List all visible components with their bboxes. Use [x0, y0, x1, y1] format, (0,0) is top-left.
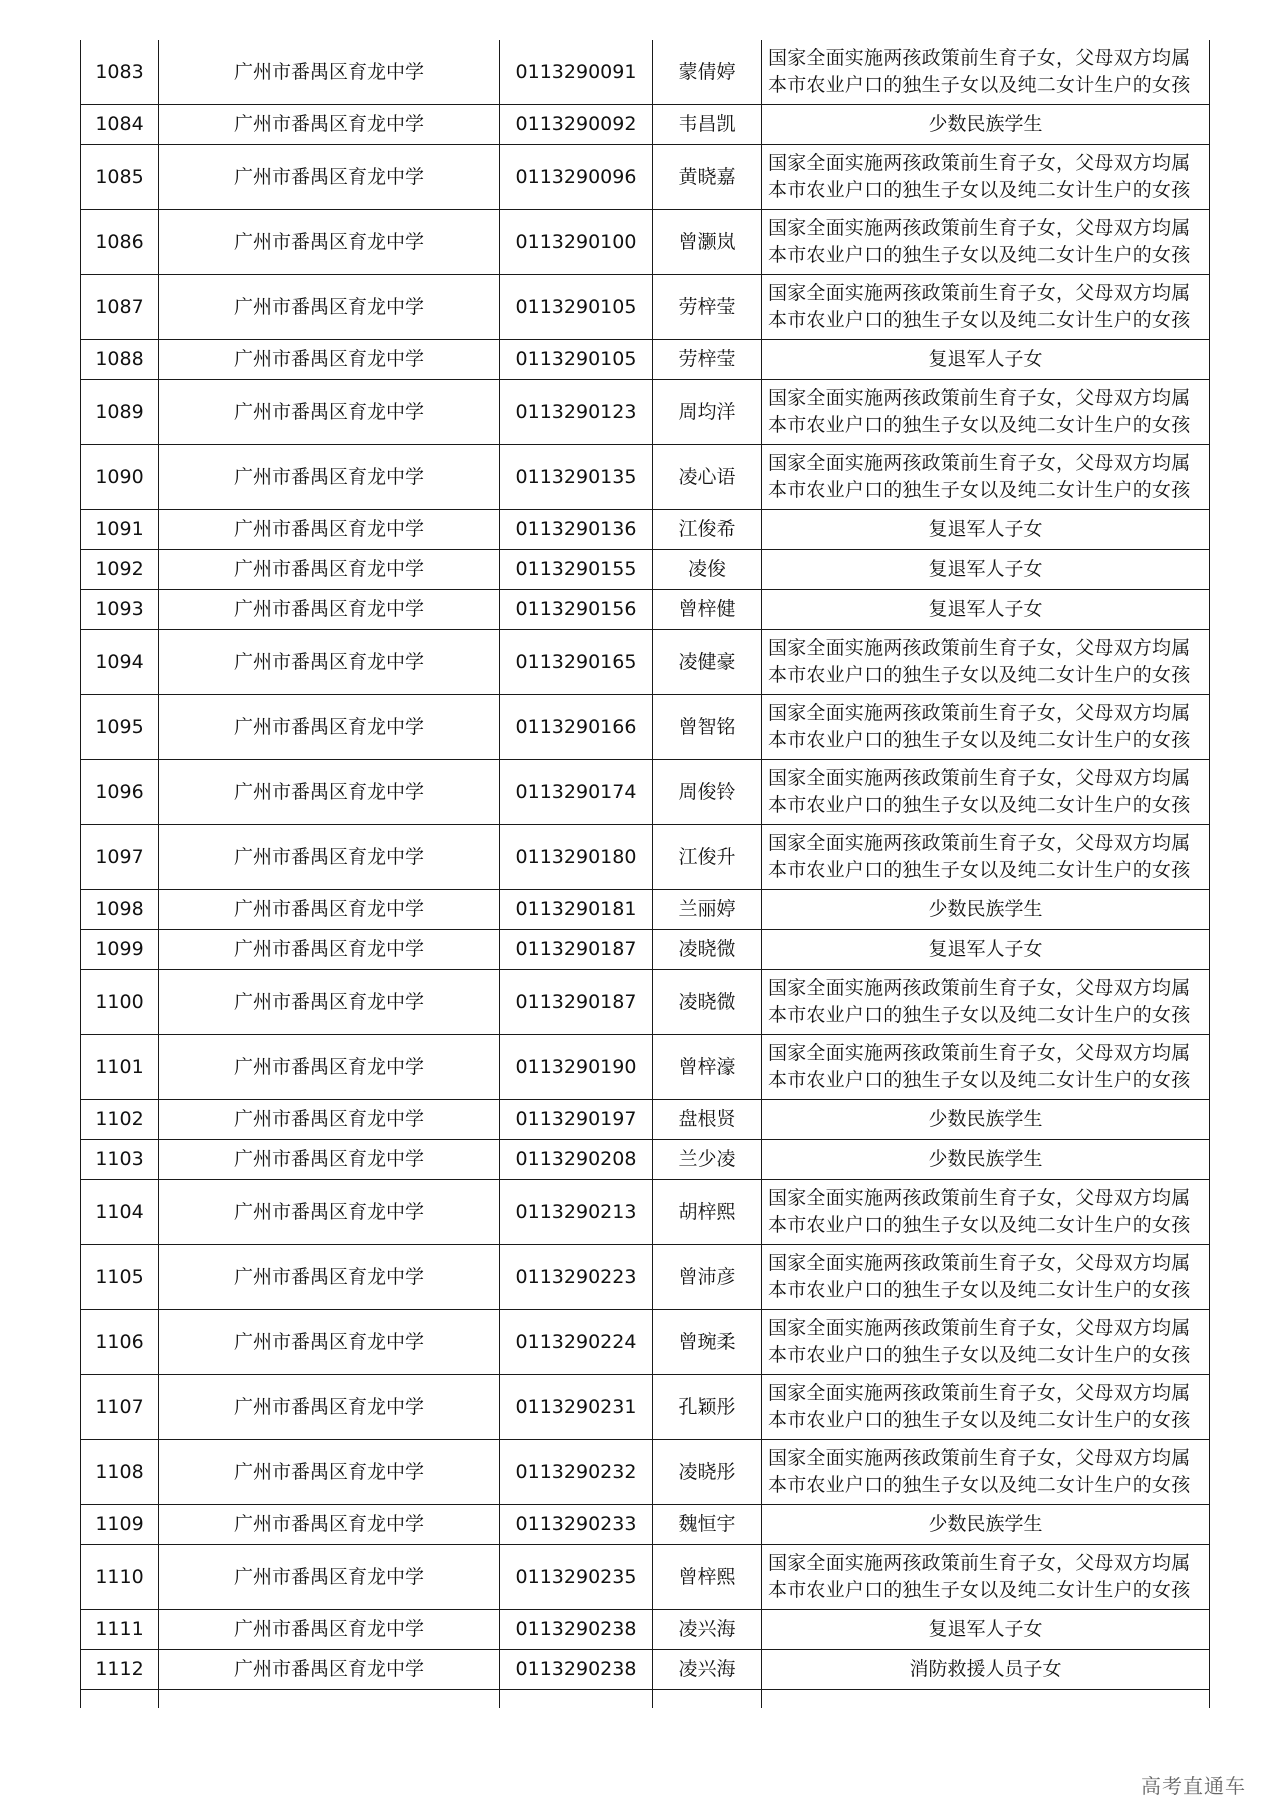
empty-cell	[159, 1690, 500, 1709]
row-category-line: 国家全面实施两孩政策前生育子女，父母双方均属	[768, 1317, 1191, 1339]
row-number: 1099	[81, 930, 159, 970]
row-category	[762, 970, 1210, 1035]
row-name: 曾灏岚	[653, 210, 762, 275]
row-category	[762, 1545, 1210, 1610]
row-number: 1102	[81, 1100, 159, 1140]
row-category-line: 本市农业户口的独生子女以及纯二女计生户的女孩	[768, 729, 1191, 751]
row-school: 广州市番禺区育龙中学	[159, 1140, 500, 1180]
table-row	[81, 890, 1210, 930]
row-category-line: 国家全面实施两孩政策前生育子女，父母双方均属	[768, 47, 1191, 69]
row-student-id: 0113290232	[500, 1440, 653, 1505]
row-category-line: 国家全面实施两孩政策前生育子女，父母双方均属	[768, 217, 1191, 239]
row-category-line: 复退军人子女	[928, 1618, 1043, 1640]
table-row	[81, 340, 1210, 380]
empty-cell	[762, 1690, 1210, 1709]
row-school: 广州市番禺区育龙中学	[159, 695, 500, 760]
row-number: 1094	[81, 630, 159, 695]
row-category-line: 国家全面实施两孩政策前生育子女，父母双方均属	[768, 1552, 1191, 1574]
row-number: 1101	[81, 1035, 159, 1100]
row-name: 曾沛彦	[653, 1245, 762, 1310]
table-row	[81, 550, 1210, 590]
table-row	[81, 1100, 1210, 1140]
row-number: 1087	[81, 275, 159, 340]
row-category	[762, 550, 1210, 590]
row-category-line: 国家全面实施两孩政策前生育子女，父母双方均属	[768, 1447, 1191, 1469]
table-row	[81, 1650, 1210, 1690]
row-category	[762, 1245, 1210, 1310]
row-category	[762, 1180, 1210, 1245]
row-category	[762, 1610, 1210, 1650]
row-category-line: 少数民族学生	[928, 1108, 1043, 1130]
row-student-id: 0113290187	[500, 930, 653, 970]
row-school: 广州市番禺区育龙中学	[159, 1545, 500, 1610]
table-row	[81, 380, 1210, 445]
row-name: 蒙倩婷	[653, 40, 762, 105]
row-category-line: 少数民族学生	[928, 898, 1043, 920]
row-school: 广州市番禺区育龙中学	[159, 1180, 500, 1245]
row-name: 凌晓彤	[653, 1440, 762, 1505]
row-category-line: 本市农业户口的独生子女以及纯二女计生户的女孩	[768, 74, 1191, 96]
row-student-id: 0113290155	[500, 550, 653, 590]
row-category-line: 国家全面实施两孩政策前生育子女，父母双方均属	[768, 977, 1191, 999]
row-school: 广州市番禺区育龙中学	[159, 1310, 500, 1375]
table-row	[81, 1375, 1210, 1440]
table-container	[80, 40, 1210, 1708]
row-school: 广州市番禺区育龙中学	[159, 630, 500, 695]
row-student-id: 0113290208	[500, 1140, 653, 1180]
row-name: 黄晓嘉	[653, 145, 762, 210]
table-row	[81, 695, 1210, 760]
row-number: 1091	[81, 510, 159, 550]
empty-cell	[500, 1690, 653, 1709]
row-school: 广州市番禺区育龙中学	[159, 1650, 500, 1690]
row-school: 广州市番禺区育龙中学	[159, 510, 500, 550]
row-school: 广州市番禺区育龙中学	[159, 890, 500, 930]
row-category-line: 复退军人子女	[928, 558, 1043, 580]
row-name: 凌健豪	[653, 630, 762, 695]
empty-cell	[653, 1690, 762, 1709]
table-row	[81, 510, 1210, 550]
table-row	[81, 1245, 1210, 1310]
row-name: 魏恒宇	[653, 1505, 762, 1545]
row-school: 广州市番禺区育龙中学	[159, 210, 500, 275]
row-category	[762, 890, 1210, 930]
row-name: 曾梓濠	[653, 1035, 762, 1100]
table-row	[81, 1610, 1210, 1650]
row-number: 1108	[81, 1440, 159, 1505]
row-school: 广州市番禺区育龙中学	[159, 1035, 500, 1100]
row-number: 1096	[81, 760, 159, 825]
row-number: 1111	[81, 1610, 159, 1650]
row-category-line: 本市农业户口的独生子女以及纯二女计生户的女孩	[768, 1409, 1191, 1431]
row-category-line: 国家全面实施两孩政策前生育子女，父母双方均属	[768, 1042, 1191, 1064]
row-number: 1107	[81, 1375, 159, 1440]
row-number: 1106	[81, 1310, 159, 1375]
row-category-line: 国家全面实施两孩政策前生育子女，父母双方均属	[768, 1382, 1191, 1404]
row-student-id: 0113290223	[500, 1245, 653, 1310]
student-table	[80, 40, 1210, 1708]
table-row	[81, 210, 1210, 275]
row-student-id: 0113290092	[500, 105, 653, 145]
row-name: 劳梓莹	[653, 275, 762, 340]
row-number: 1097	[81, 825, 159, 890]
row-student-id: 0113290174	[500, 760, 653, 825]
table-row	[81, 1140, 1210, 1180]
row-student-id: 0113290238	[500, 1610, 653, 1650]
row-school: 广州市番禺区育龙中学	[159, 40, 500, 105]
row-student-id: 0113290165	[500, 630, 653, 695]
row-student-id: 0113290224	[500, 1310, 653, 1375]
row-name: 周俊铃	[653, 760, 762, 825]
row-number: 1103	[81, 1140, 159, 1180]
table-row	[81, 1180, 1210, 1245]
row-number: 1089	[81, 380, 159, 445]
row-category-line: 本市农业户口的独生子女以及纯二女计生户的女孩	[768, 414, 1191, 436]
row-school: 广州市番禺区育龙中学	[159, 1245, 500, 1310]
row-category	[762, 930, 1210, 970]
row-category-line: 消防救援人员子女	[909, 1658, 1062, 1680]
row-category-line: 国家全面实施两孩政策前生育子女，父母双方均属	[768, 452, 1191, 474]
row-category	[762, 1505, 1210, 1545]
row-student-id: 0113290190	[500, 1035, 653, 1100]
row-category	[762, 590, 1210, 630]
row-school: 广州市番禺区育龙中学	[159, 550, 500, 590]
row-number: 1083	[81, 40, 159, 105]
row-category	[762, 825, 1210, 890]
row-school: 广州市番禺区育龙中学	[159, 1610, 500, 1650]
row-number: 1098	[81, 890, 159, 930]
row-category-line: 国家全面实施两孩政策前生育子女，父母双方均属	[768, 1252, 1191, 1274]
row-category	[762, 1375, 1210, 1440]
row-name: 曾梓健	[653, 590, 762, 630]
table-row	[81, 445, 1210, 510]
row-name: 盘根贤	[653, 1100, 762, 1140]
row-name: 韦昌凯	[653, 105, 762, 145]
row-number: 1086	[81, 210, 159, 275]
row-category-line: 复退军人子女	[928, 938, 1043, 960]
row-student-id: 0113290235	[500, 1545, 653, 1610]
row-category	[762, 1100, 1210, 1140]
row-category	[762, 760, 1210, 825]
row-name: 胡梓熙	[653, 1180, 762, 1245]
row-name: 凌晓微	[653, 970, 762, 1035]
table-row	[81, 590, 1210, 630]
row-name: 凌俊	[653, 550, 762, 590]
row-category	[762, 1035, 1210, 1100]
row-category-line: 少数民族学生	[928, 113, 1043, 135]
table-row	[81, 1505, 1210, 1545]
row-name: 凌兴海	[653, 1610, 762, 1650]
row-name: 曾琬柔	[653, 1310, 762, 1375]
row-category	[762, 510, 1210, 550]
row-student-id: 0113290238	[500, 1650, 653, 1690]
row-name: 曾梓熙	[653, 1545, 762, 1610]
empty-cell	[81, 1690, 159, 1709]
row-category-line: 本市农业户口的独生子女以及纯二女计生户的女孩	[768, 1474, 1191, 1496]
row-category-line: 国家全面实施两孩政策前生育子女，父母双方均属	[768, 832, 1191, 854]
row-number: 1095	[81, 695, 159, 760]
row-school: 广州市番禺区育龙中学	[159, 1100, 500, 1140]
row-school: 广州市番禺区育龙中学	[159, 1375, 500, 1440]
table-row-partial	[81, 1690, 1210, 1709]
row-number: 1100	[81, 970, 159, 1035]
row-number: 1090	[81, 445, 159, 510]
row-student-id: 0113290091	[500, 40, 653, 105]
row-school: 广州市番禺区育龙中学	[159, 760, 500, 825]
row-category	[762, 145, 1210, 210]
row-category	[762, 40, 1210, 105]
row-school: 广州市番禺区育龙中学	[159, 590, 500, 630]
row-category-line: 复退军人子女	[928, 598, 1043, 620]
row-number: 1105	[81, 1245, 159, 1310]
row-school: 广州市番禺区育龙中学	[159, 825, 500, 890]
table-body	[81, 40, 1210, 1708]
row-category-line: 本市农业户口的独生子女以及纯二女计生户的女孩	[768, 179, 1191, 201]
row-school: 广州市番禺区育龙中学	[159, 1440, 500, 1505]
row-category	[762, 1650, 1210, 1690]
row-name: 劳梓莹	[653, 340, 762, 380]
table-row	[81, 825, 1210, 890]
row-school: 广州市番禺区育龙中学	[159, 105, 500, 145]
row-category-line: 本市农业户口的独生子女以及纯二女计生户的女孩	[768, 859, 1191, 881]
row-number: 1092	[81, 550, 159, 590]
row-student-id: 0113290123	[500, 380, 653, 445]
row-category-line: 本市农业户口的独生子女以及纯二女计生户的女孩	[768, 664, 1191, 686]
row-school: 广州市番禺区育龙中学	[159, 930, 500, 970]
row-student-id: 0113290187	[500, 970, 653, 1035]
table-row	[81, 970, 1210, 1035]
row-student-id: 0113290105	[500, 275, 653, 340]
table-row	[81, 930, 1210, 970]
row-category-line: 国家全面实施两孩政策前生育子女，父母双方均属	[768, 152, 1191, 174]
row-student-id: 0113290180	[500, 825, 653, 890]
row-number: 1093	[81, 590, 159, 630]
table-row	[81, 630, 1210, 695]
row-number: 1112	[81, 1650, 159, 1690]
row-name: 兰少凌	[653, 1140, 762, 1180]
table-row	[81, 1310, 1210, 1375]
row-number: 1104	[81, 1180, 159, 1245]
row-name: 孔颖彤	[653, 1375, 762, 1440]
row-school: 广州市番禺区育龙中学	[159, 970, 500, 1035]
row-student-id: 0113290197	[500, 1100, 653, 1140]
row-category-line: 国家全面实施两孩政策前生育子女，父母双方均属	[768, 1187, 1191, 1209]
row-school: 广州市番禺区育龙中学	[159, 275, 500, 340]
table-row	[81, 145, 1210, 210]
row-category-line: 本市农业户口的独生子女以及纯二女计生户的女孩	[768, 244, 1191, 266]
row-student-id: 0113290233	[500, 1505, 653, 1545]
row-school: 广州市番禺区育龙中学	[159, 145, 500, 210]
row-student-id: 0113290136	[500, 510, 653, 550]
row-student-id: 0113290166	[500, 695, 653, 760]
row-category	[762, 1310, 1210, 1375]
row-category-line: 国家全面实施两孩政策前生育子女，父母双方均属	[768, 387, 1191, 409]
row-student-id: 0113290096	[500, 145, 653, 210]
row-category	[762, 445, 1210, 510]
row-school: 广州市番禺区育龙中学	[159, 1505, 500, 1545]
row-category-line: 少数民族学生	[928, 1513, 1043, 1535]
row-category-line: 复退军人子女	[928, 348, 1043, 370]
row-student-id: 0113290156	[500, 590, 653, 630]
row-student-id: 0113290181	[500, 890, 653, 930]
row-category	[762, 275, 1210, 340]
row-category-line: 国家全面实施两孩政策前生育子女，父母双方均属	[768, 637, 1191, 659]
table-row	[81, 105, 1210, 145]
row-school: 广州市番禺区育龙中学	[159, 380, 500, 445]
table-row	[81, 760, 1210, 825]
row-name: 曾智铭	[653, 695, 762, 760]
table-row	[81, 1545, 1210, 1610]
row-category-line: 本市农业户口的独生子女以及纯二女计生户的女孩	[768, 1579, 1191, 1601]
row-student-id: 0113290213	[500, 1180, 653, 1245]
row-category	[762, 630, 1210, 695]
row-category-line: 本市农业户口的独生子女以及纯二女计生户的女孩	[768, 1344, 1191, 1366]
row-name: 兰丽婷	[653, 890, 762, 930]
row-number: 1085	[81, 145, 159, 210]
row-category	[762, 105, 1210, 145]
row-category-line: 本市农业户口的独生子女以及纯二女计生户的女孩	[768, 1069, 1191, 1091]
row-category-line: 本市农业户口的独生子女以及纯二女计生户的女孩	[768, 1214, 1191, 1236]
row-number: 1109	[81, 1505, 159, 1545]
row-name: 凌晓微	[653, 930, 762, 970]
row-name: 周均洋	[653, 380, 762, 445]
row-category-line: 本市农业户口的独生子女以及纯二女计生户的女孩	[768, 1279, 1191, 1301]
row-number: 1110	[81, 1545, 159, 1610]
table-row	[81, 1035, 1210, 1100]
row-category	[762, 695, 1210, 760]
row-category-line: 国家全面实施两孩政策前生育子女，父母双方均属	[768, 282, 1191, 304]
row-category-line: 国家全面实施两孩政策前生育子女，父母双方均属	[768, 702, 1191, 724]
row-category	[762, 380, 1210, 445]
row-category	[762, 1140, 1210, 1180]
row-category-line: 本市农业户口的独生子女以及纯二女计生户的女孩	[768, 1004, 1191, 1026]
row-student-id: 0113290231	[500, 1375, 653, 1440]
row-name: 江俊升	[653, 825, 762, 890]
table-row	[81, 275, 1210, 340]
row-category-line: 本市农业户口的独生子女以及纯二女计生户的女孩	[768, 794, 1191, 816]
row-category-line: 本市农业户口的独生子女以及纯二女计生户的女孩	[768, 479, 1191, 501]
row-student-id: 0113290105	[500, 340, 653, 380]
watermark: 高考直通车	[1141, 1774, 1246, 1798]
row-category-line: 本市农业户口的独生子女以及纯二女计生户的女孩	[768, 309, 1191, 331]
row-category-line: 复退军人子女	[928, 518, 1043, 540]
row-school: 广州市番禺区育龙中学	[159, 445, 500, 510]
row-name: 凌兴海	[653, 1650, 762, 1690]
row-category	[762, 340, 1210, 380]
row-name: 凌心语	[653, 445, 762, 510]
row-number: 1088	[81, 340, 159, 380]
table-row	[81, 40, 1210, 105]
row-category	[762, 210, 1210, 275]
row-number: 1084	[81, 105, 159, 145]
table-row	[81, 1440, 1210, 1505]
row-category-line: 国家全面实施两孩政策前生育子女，父母双方均属	[768, 767, 1191, 789]
row-school: 广州市番禺区育龙中学	[159, 340, 500, 380]
row-student-id: 0113290135	[500, 445, 653, 510]
row-category	[762, 1440, 1210, 1505]
row-student-id: 0113290100	[500, 210, 653, 275]
row-category-line: 少数民族学生	[928, 1148, 1043, 1170]
row-name: 江俊希	[653, 510, 762, 550]
